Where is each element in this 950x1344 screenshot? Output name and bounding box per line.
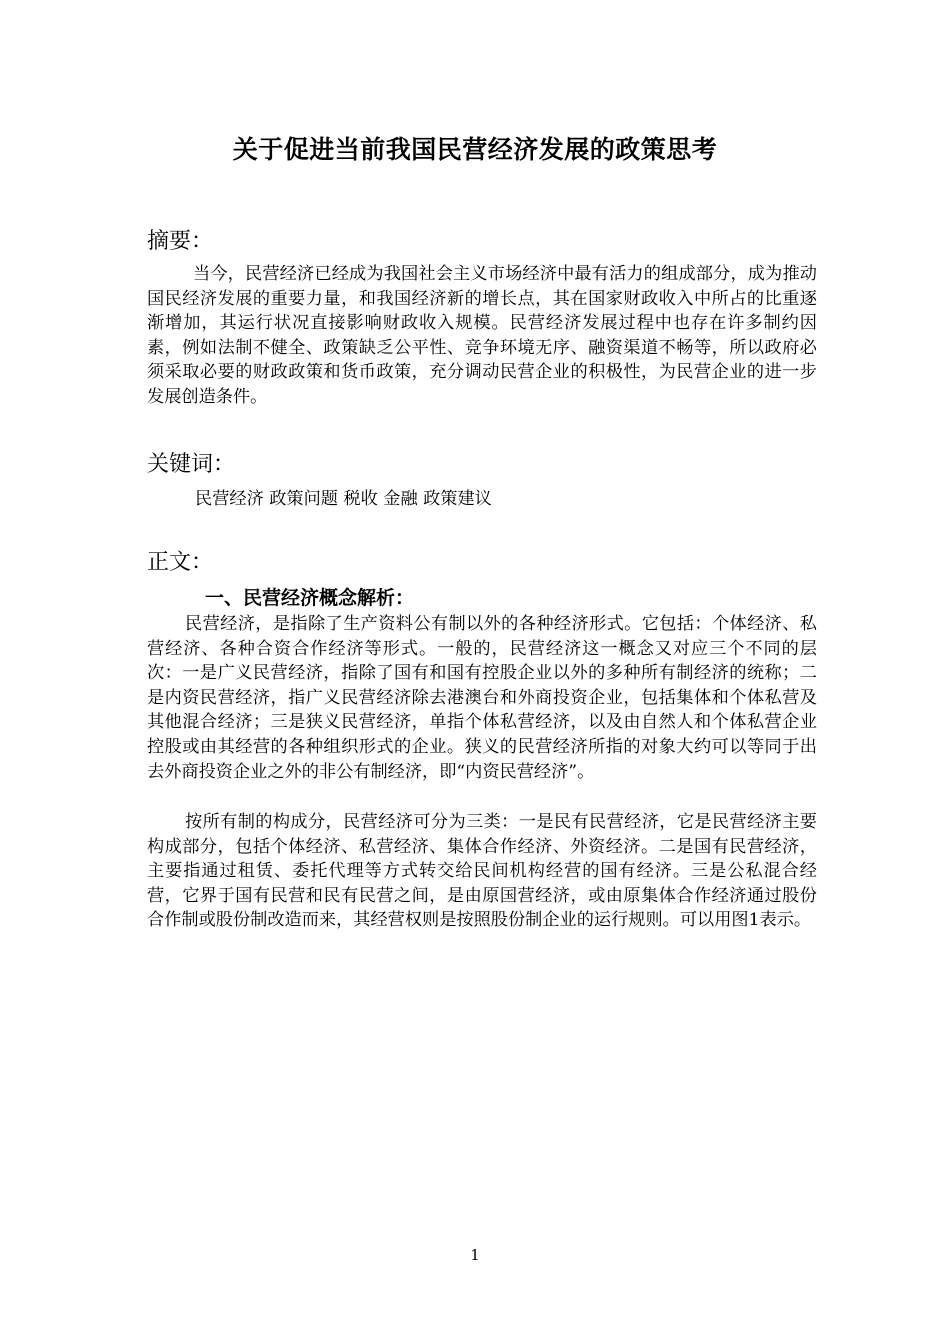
document-title: 关于促进当前我国民营经济发展的政策思考 xyxy=(232,135,718,164)
body-paragraph-1: 民营经济，是指除了生产资料公有制以外的各种经济形式。它包括：个体经济、私营经济、各种合资合作经济等形式。一般的，民营经济这一概念又对应三个不同的层次：一是广义民营经济，指除了国有和国有控股企业以外的多种所有制经济的统称；二是内资民营经济，指广义民营经济除去港澳台和外商投资企业，包括集体和个体私营及其他混合经济；三是狭义民营经济，单指个体私营经济，以及由自然人和个体私营企业控股或由其经营的各种组织形式的企业。狭义的民营经济所指的对象大约可以等同于出去外商投资企业之外的非公有制经济，即“内资民营经济”。 xyxy=(147,614,817,782)
abstract-paragraph: 当今，民营经济已经成为我国社会主义市场经济中最有活力的组成部分，成为推动国民经济发展的重要力量，和我国经济新的增长点，其在国家财政收入中所占的比重逐渐增加，其运行状况直接影响财政收入规模。民营经济发展过程中也存在许多制约因素，例如法制不健全、政策缺乏公平性、竞争环境无序、融资渠道不畅等，所以政府必须采取必要的财政政策和货币政策，充分调动民营企业的积极性，为民营企业的进一步发展创造条件。 xyxy=(147,264,817,407)
body-paragraph-2: 按所有制的构成分，民营经济可分为三类：一是民有民营经济，它是民营经济主要构成部分，包括个体经济、私营经济、集体合作经济、外资经济。二是国有民营经济，主要指通过租赁、委托代理等方式转交给民间机构经营的国有经济。三是公私混合经营，它界于国有民营和民有民营之间，是由原国营经济，或由原集体合作经济通过股份合作制或股份制改造而来，其经营权则是按照股份制企业的运行规则。可以用图1表示。 xyxy=(147,812,817,931)
page-number: 1 xyxy=(470,1246,480,1264)
section-heading: 一、民营经济概念解析： xyxy=(205,587,415,609)
keywords-list: 民营经济 政策问题 税收 金融 政策建议 xyxy=(195,489,492,509)
body-heading: 正文： xyxy=(147,550,214,575)
abstract-heading: 摘要： xyxy=(147,229,214,254)
keywords-heading: 关键词： xyxy=(147,452,236,477)
